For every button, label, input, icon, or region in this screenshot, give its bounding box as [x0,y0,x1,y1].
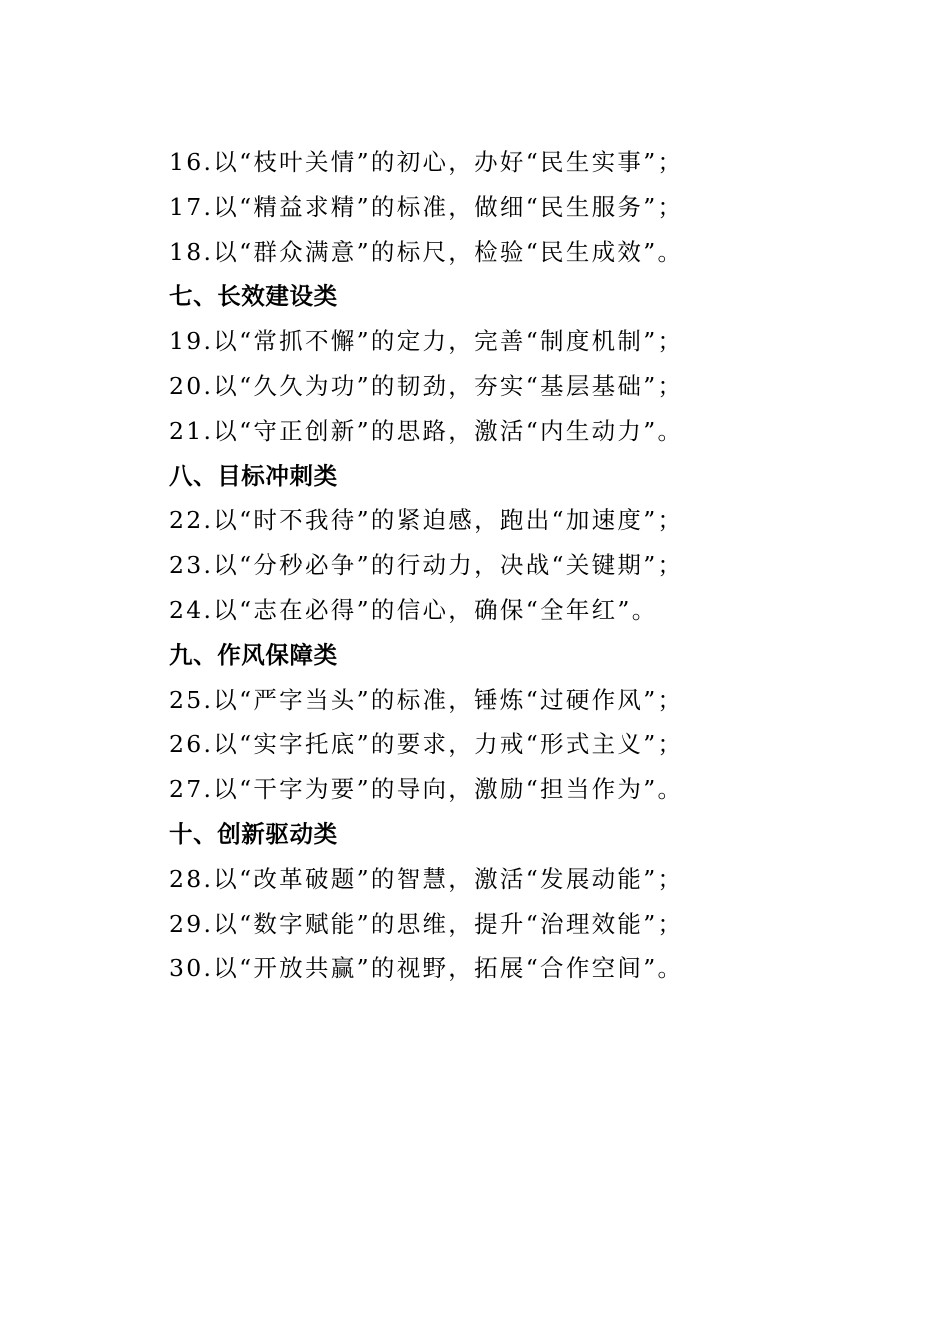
list-item: 19.以“常抓不懈”的定力，完善“制度机制”； [169,327,684,356]
list-item: 29.以“数字赋能”的思维，提升“治理效能”； [169,909,684,938]
list-item: 16.以“枝叶关情”的初心，办好“民生实事”； [169,148,684,176]
section-heading: 十、创新驱动类 [169,819,338,848]
list-item: 21.以“守正创新”的思路，激活“内生动力”。 [169,416,684,445]
section-heading: 七、长效建设类 [169,282,338,311]
list-item: 22.以“时不我待”的紧迫感，跑出“加速度”； [169,506,684,535]
document-body [169,140,789,991]
list-item: 30.以“开放共赢”的视野，拓展“合作空间”。 [169,954,684,983]
list-item: 28.以“改革破题”的智慧，激活“发展动能”； [169,864,684,893]
list-item: 23.以“分秒必争”的行动力，决战“关键期”； [169,551,684,580]
list-item: 25.以“严字当头”的标准，锤炼“过硬作风”； [169,685,684,714]
section-heading: 八、目标冲刺类 [169,461,338,490]
list-item: 27.以“干字为要”的导向，激励“担当作为”。 [169,775,684,804]
list-item: 20.以“久久为功”的韧劲，夯实“基层基础”； [169,371,684,400]
section-heading: 九、作风保障类 [169,640,338,669]
list-item: 24.以“志在必得”的信心，确保“全年红”。 [169,595,658,624]
list-item: 17.以“精益求精”的标准，做细“民生服务”； [169,192,684,221]
list-item: 26.以“实字托底”的要求，力戒“形式主义”； [169,730,684,759]
list-item: 18.以“群众满意”的标尺，检验“民生成效”。 [169,237,684,266]
